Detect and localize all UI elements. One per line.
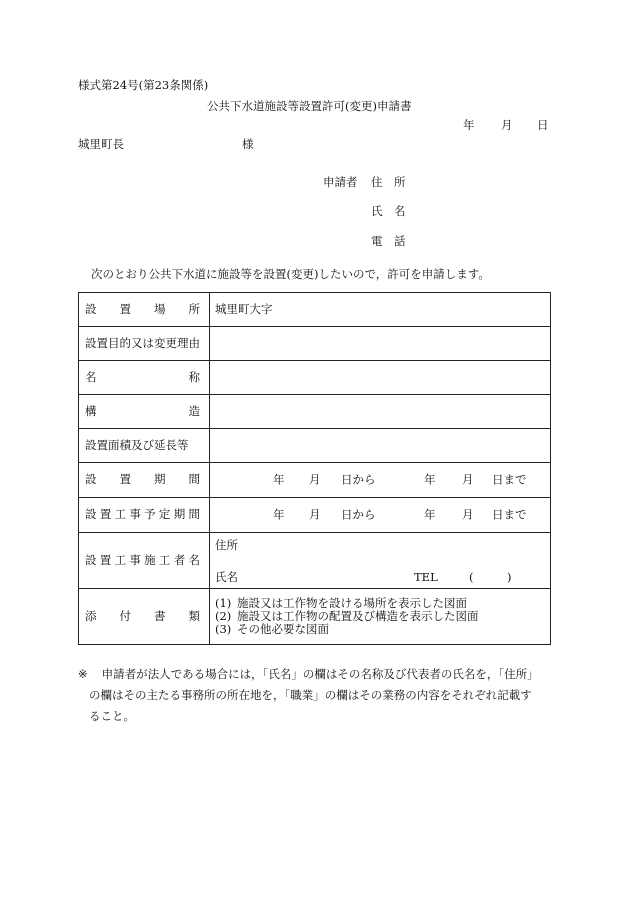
row-attachments	[79, 589, 551, 645]
intro-text: 次のとおり公共下水道に施設等を設置(変更)したいので，許可を申請します。	[91, 267, 490, 281]
footnote-line-3: ること。	[89, 709, 135, 723]
applicant-address-label-2: 所	[394, 175, 406, 189]
attachments-label: 添 付 書 類	[79, 589, 210, 645]
period-until: 日まで	[492, 472, 527, 487]
purpose-label: 設置目的又は変更理由	[79, 327, 210, 361]
date-year-label: 年	[463, 118, 475, 132]
period-label: 設 置 期 間	[79, 463, 210, 498]
applicant-label: 申請者	[323, 175, 358, 189]
contractor-name-label: 氏名	[215, 570, 238, 584]
row-purpose	[79, 327, 551, 361]
schedule-month1: 月	[309, 507, 321, 522]
contractor-tel-paren-close: )	[507, 570, 512, 584]
schedule-year1: 年	[273, 507, 285, 522]
period-from: 日から	[341, 472, 376, 487]
applicant-name-label-1: 氏	[371, 204, 383, 218]
attachments-list	[210, 589, 551, 645]
area-value[interactable]	[210, 429, 551, 463]
footnote-line-1: ※ 申請者が法人である場合には，「氏名」の欄はその名称及び代表者の氏名を，「住所」	[78, 667, 539, 681]
contractor-label: 設 置 工 事 施 工 者 名	[79, 533, 210, 589]
applicant-address-label-1: 住	[371, 175, 383, 189]
schedule-label: 設 置 工 事 予 定 期 間	[79, 498, 210, 533]
structure-label: 構 造	[79, 395, 210, 429]
date-month-label: 月	[501, 118, 513, 132]
schedule-from: 日から	[341, 507, 376, 522]
location-label: 設 置 場 所	[79, 293, 210, 327]
name-label: 名 称	[79, 361, 210, 395]
schedule-year2: 年	[424, 507, 436, 522]
attachment-item: (1) 施設又は工作物を設ける場所を表示した図面	[215, 596, 467, 610]
addressee-honorific: 様	[242, 137, 254, 151]
attachment-item: (3) その他必要な図面	[215, 622, 329, 636]
addressee-name: 城里町長	[78, 137, 124, 151]
row-structure	[79, 395, 551, 429]
footnote	[78, 664, 553, 727]
row-area	[79, 429, 551, 463]
period-year1: 年	[273, 472, 285, 487]
contractor-tel-paren-open: (	[469, 570, 474, 584]
form-number: 様式第24号(第23条関係)	[78, 78, 209, 92]
period-month2: 月	[462, 472, 474, 487]
name-value[interactable]	[210, 361, 551, 395]
period-month1: 月	[309, 472, 321, 487]
applicant-name-label-2: 名	[394, 204, 406, 218]
period-year2: 年	[424, 472, 436, 487]
form-title: 公共下水道施設等設置許可(変更)申請書	[207, 99, 412, 113]
applicant-phone-label-2: 話	[394, 234, 406, 248]
schedule-value[interactable]	[210, 498, 551, 533]
period-value[interactable]	[210, 463, 551, 498]
applicant-phone-label-1: 電	[371, 234, 383, 248]
footnote-line-2: の欄はその主たる事務所の所在地を，「職業」の欄はその業務の内容をそれぞれ記載す	[89, 688, 532, 702]
row-contractor	[79, 533, 551, 589]
date-day-label: 日	[537, 118, 549, 132]
row-location	[79, 293, 551, 327]
contractor-address-label: 住所	[215, 538, 238, 552]
footnote-mark: ※	[78, 667, 88, 681]
purpose-value[interactable]	[210, 327, 551, 361]
contractor-tel-label: TEL	[414, 570, 438, 584]
schedule-until: 日まで	[492, 507, 527, 522]
attachment-item: (2) 施設又は工作物の配置及び構造を表示した図面	[215, 609, 479, 623]
row-period	[79, 463, 551, 498]
area-label: 設置面積及び延長等	[79, 429, 210, 463]
contractor-value[interactable]	[210, 533, 551, 589]
row-schedule	[79, 498, 551, 533]
location-value[interactable]: 城里町大字	[210, 293, 551, 327]
schedule-month2: 月	[462, 507, 474, 522]
row-name	[79, 361, 551, 395]
application-form-table	[78, 292, 551, 645]
structure-value[interactable]	[210, 395, 551, 429]
